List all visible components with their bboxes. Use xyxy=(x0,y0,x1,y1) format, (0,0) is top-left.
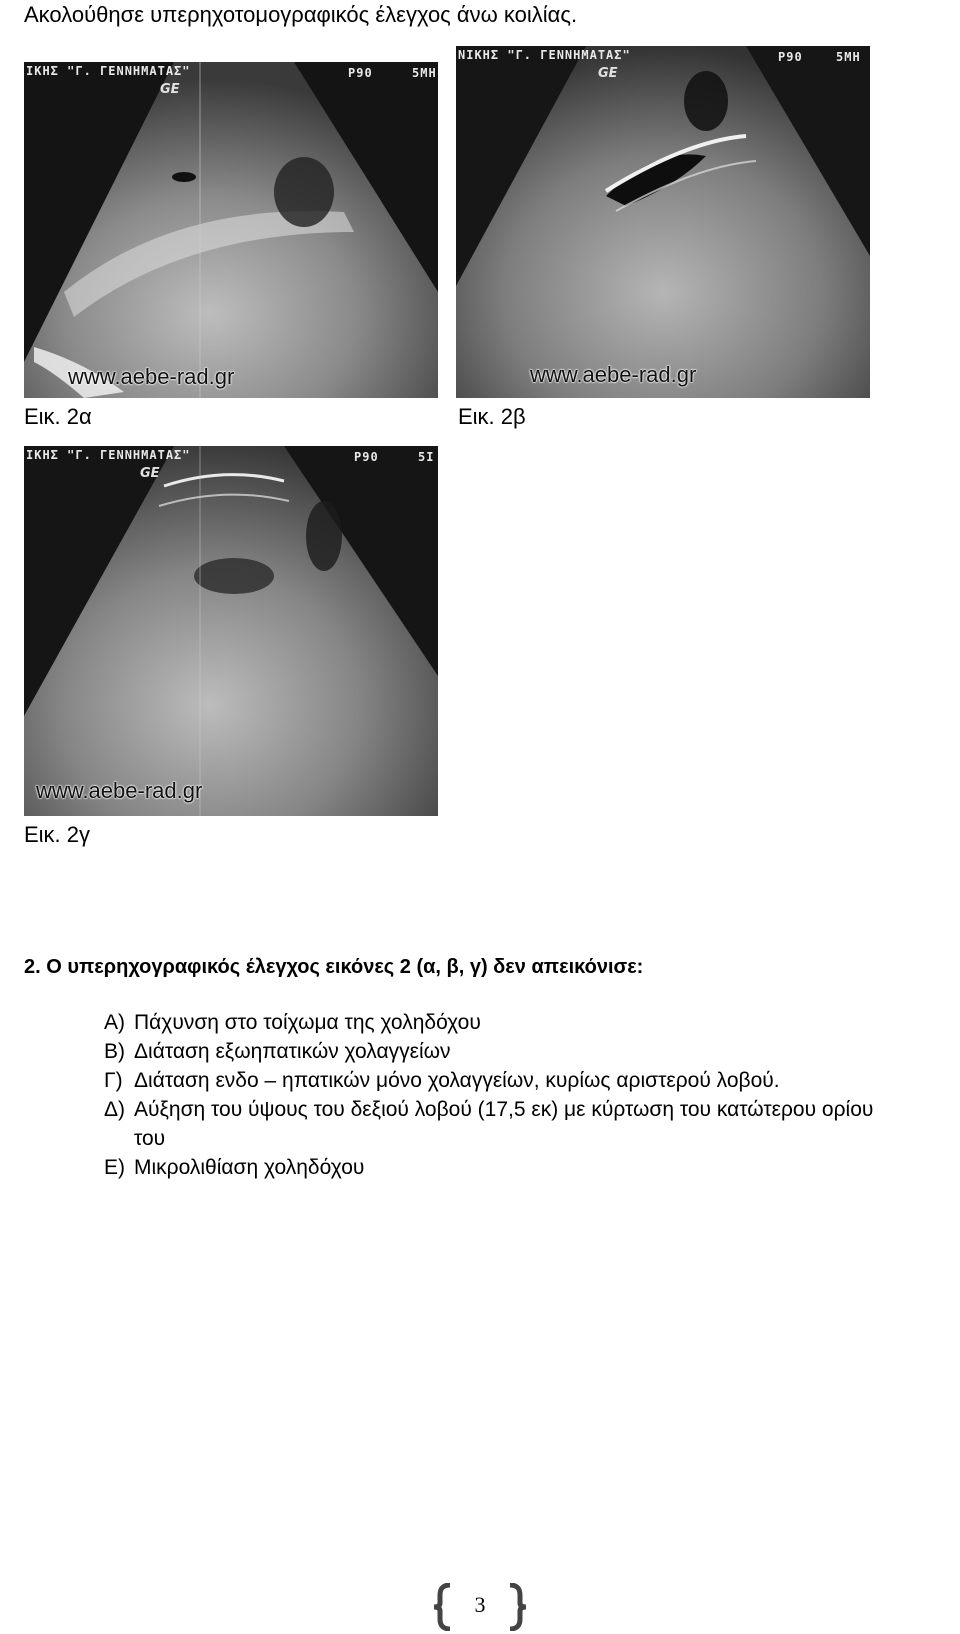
option-label: Β) xyxy=(104,1040,125,1063)
ge-logo: GE xyxy=(160,82,180,97)
watermark: www.aebe-rad.gr xyxy=(36,778,203,803)
ultrasound-image-2b xyxy=(456,46,870,398)
scan-header-probe: P90 xyxy=(348,66,373,80)
option-b xyxy=(104,1037,874,1066)
option-e xyxy=(104,1153,874,1182)
question-title: 2. Ο υπερηχογραφικός έλεγχος εικόνες 2 (α, β, γ) δεν απεικόνισε: xyxy=(24,956,644,978)
option-text: Πάχυνση στο τοίχωμα της χοληδόχου xyxy=(134,1011,481,1034)
option-text: Αύξηση του ύψους του δεξιού λοβού (17,5 εκ) με κύρτωση του κατώτερου ορίου του xyxy=(134,1098,874,1150)
scan-header-hospital: ΙΚΗΣ "Γ. ΓΕΝΝΗΜΑΤΑΣ" xyxy=(26,448,191,462)
option-label: Γ) xyxy=(104,1069,123,1092)
option-a xyxy=(104,1008,874,1037)
option-c xyxy=(104,1066,874,1095)
intro-text: Ακολούθησε υπερηχοτομογραφικός έλεγχος άνω κοιλίας. xyxy=(24,2,578,27)
caption-2b: Εικ. 2β xyxy=(458,404,526,429)
scan-header-frequency: 5ΜΗ xyxy=(412,66,437,80)
page-number: 3 xyxy=(474,1592,486,1617)
scan-header-frequency: 5Ι xyxy=(418,450,435,464)
option-text: Διάταση ενδο – ηπατικών μόνο χολαγγείων, κυρίως αριστερού λοβού. xyxy=(134,1069,780,1092)
scan-header-probe: P90 xyxy=(354,450,379,464)
option-text: Διάταση εξωηπατικών χολαγγείων xyxy=(134,1040,451,1063)
ultrasound-scan-graphic xyxy=(24,62,438,398)
ultrasound-scan-graphic xyxy=(24,446,438,816)
watermark: www.aebe-rad.gr xyxy=(530,362,697,387)
watermark: www.aebe-rad.gr xyxy=(68,364,235,389)
ge-logo: GE xyxy=(598,66,618,81)
caption-2a: Εικ. 2α xyxy=(24,404,92,429)
scan-header-frequency: 5ΜΗ xyxy=(836,50,861,64)
option-label: Ε) xyxy=(104,1156,125,1179)
scan-header-hospital: ΙΚΗΣ "Γ. ΓΕΝΝΗΜΑΤΑΣ" xyxy=(26,64,191,78)
option-label: Α) xyxy=(104,1011,125,1034)
ultrasound-image-2a xyxy=(24,62,438,398)
caption-2c: Εικ. 2γ xyxy=(24,822,91,847)
scan-header-hospital: ΝΙΚΗΣ "Γ. ΓΕΝΝΗΜΑΤΑΣ" xyxy=(458,48,631,62)
option-text: Μικρολιθίαση χοληδόχου xyxy=(134,1156,365,1179)
ultrasound-scan-graphic xyxy=(456,46,870,398)
answer-options xyxy=(104,1008,874,1182)
ultrasound-image-2c xyxy=(24,446,438,816)
ge-logo: GE xyxy=(140,466,160,481)
option-d xyxy=(104,1095,874,1153)
scan-header-probe: P90 xyxy=(778,50,803,64)
option-label: Δ) xyxy=(104,1098,126,1121)
